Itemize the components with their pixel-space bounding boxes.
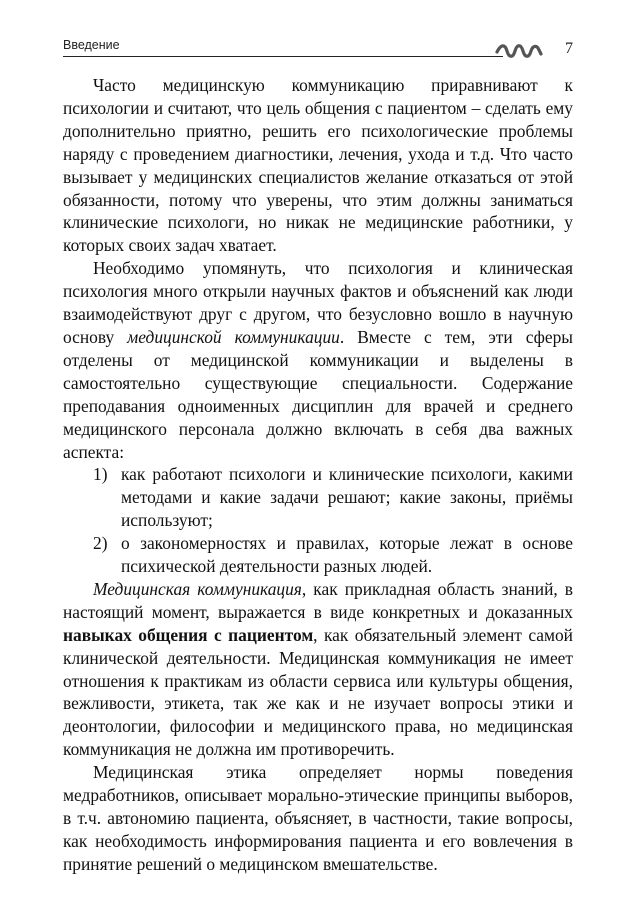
term-medical-communication: медицинской коммуникации	[127, 326, 340, 347]
list-item-number: 2)	[93, 533, 108, 554]
paragraph-3-text-start: , как прикладная область знаний, в настоящий момент, выражается в виде конкретных и доказанных	[63, 578, 573, 622]
paragraph-1	[63, 74, 573, 257]
paragraph-2-text-start: Необходимо упомянуть, что психология и клиническая психология много открыли научных фактов и объяснений как люди взаимодействуют друг с другом, что безусловно вошло в научную основу	[63, 258, 573, 347]
list-item-text: как работают психологи и клинические психологи, какими методами и какие задачи решают; какие законы, приёмы используют;	[121, 464, 573, 531]
list-item-number: 1)	[93, 464, 108, 485]
list-item	[63, 463, 573, 532]
paragraph-2-text-end: . Вместе с тем, эти сферы отделены от медицинской коммуникации и выделены в самостоятельно существующие специальности. Содержание преподавания одноименных дисциплин для врачей и среднего медицинского персонала должно включать в себя два важных аспекта:	[63, 326, 573, 462]
paragraph-4-text: Медицинская этика определяет нормы поведения медработников, описывает морально-этические принципы выборов, в т.ч. автономию пациента, объясняет, в частности, такие вопросы, как необходимость информирования пациента и его вовлечения в принятие решений о медицинском вмешательстве.	[63, 762, 573, 874]
aspects-list	[63, 463, 573, 578]
term-medical-communication: Медицинская коммуникация	[93, 578, 302, 599]
header-rule	[63, 56, 503, 57]
section-title: Введение	[63, 38, 120, 52]
page-number: 7	[565, 40, 573, 57]
paragraph-1-text: Часто медицинскую коммуникацию приравнивают к психологии и считают, что цель общения с пациентом – сделать ему дополнительно приятно, решить его психологические проблемы наряду с проведением диагностики, лечения, ухода и т.д. Что часто вызывает у медицинских специалистов желание отказаться от этой обязанности, потому что уверены, что этим должны заниматься клинические психологи, но никак не медицинские работники, у которых своих задач хватает.	[63, 75, 573, 256]
paragraph-4	[63, 761, 573, 876]
list-item	[63, 532, 573, 578]
paragraph-3	[63, 578, 573, 761]
paragraph-2	[63, 257, 573, 463]
running-header	[63, 34, 573, 62]
term-communication-skills: навыках общения с пациентом	[63, 624, 314, 645]
wave-squiggle-icon	[495, 42, 545, 60]
page-body	[63, 74, 573, 876]
list-item-text: о закономерностях и правилах, которые лежат в основе психической деятельности разных людей.	[121, 533, 573, 577]
paragraph-3-text-end: , как обязательный элемент самой клинической деятельности. Медицинская коммуникация не имеет отношения к практикам из области сервиса или культуры общения, вежливости, этикета, так же как и не изучает вопросы этики и деонтологии, философии и медицинского права, но медицинская коммуникация не должна им противоречить.	[63, 624, 573, 760]
